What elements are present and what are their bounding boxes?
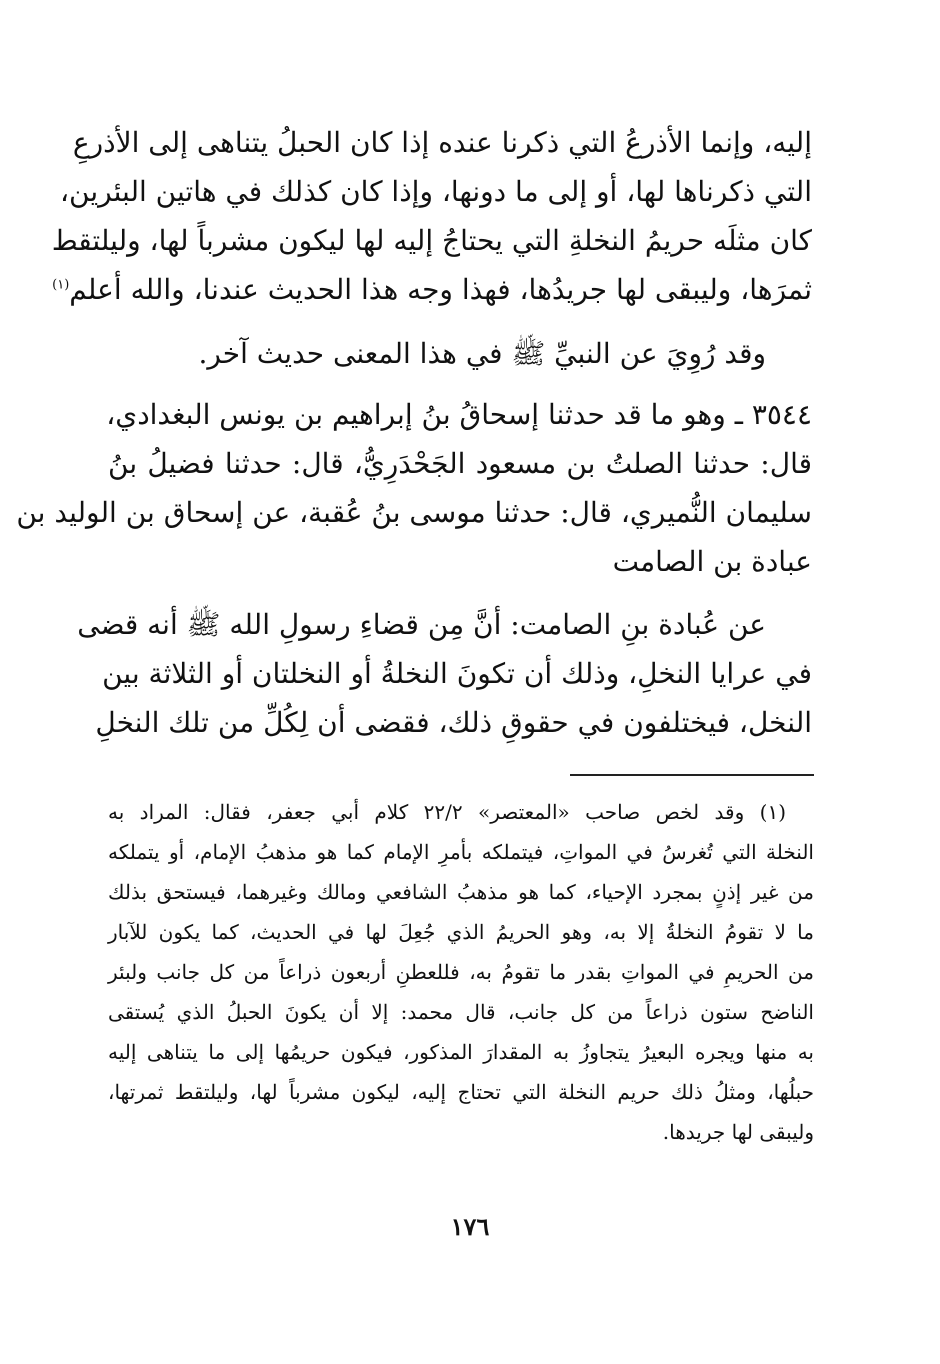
text-line: سليمان النُّميري، قال: حدثنا موسى بنُ عُقبة، عن إسحاق بن الوليد بن <box>16 496 812 529</box>
page-number: ١٧٦ <box>450 1212 490 1241</box>
footnote-line: به منها ويجره البعيرُ يتجاوزُ به المقدارَ المذكور، فيكون حريمُها إلى ما يتناهى إليه <box>108 1040 814 1064</box>
footnote-line: ما لا تقومُ النخلةُ إلا به، وهو الحريمُ الذي جُعِلَ لها في الحديث، كما يكون للآبار <box>108 920 814 944</box>
footnote-line: الناضح ستون ذراعاً من كل جانب، قال محمد: إلا أن يكونَ الحبلُ الذي يُستقى <box>108 1000 814 1024</box>
footnote-line: النخلة التي تُغرسُ في المواتِ، فيتملكه بأمرِ الإمام كما هو مذهبُ الإمام، أو يتملكه <box>108 840 814 864</box>
text-line: التي ذكرناها لها، أو إلى ما دونها، وإذا كان كذلك في هاتين البئرين، <box>59 175 812 208</box>
footnote-line: من الحريمِ في المواتِ بقدر ما تقومُ به، فللعطنِ أربعون ذراعاً من كل جانب ولبئر <box>108 960 814 984</box>
footnote-line: وليبقى لها جريدها. <box>662 1120 814 1144</box>
text-line: النخل، فيختلفون في حقوقِ ذلك، فقضى أن لِكُلِّ من تلك النخلِ <box>95 706 812 739</box>
hadith-line: ٣٥٤٤ ـ وهو ما قد حدثنا إسحاقُ بنُ إبراهيم بن يونس البغدادي، <box>106 398 812 431</box>
text-line: وقد رُوِيَ عن النبيِّ ﷺ في هذا المعنى حديث آخر. <box>198 337 766 370</box>
text-line: عن عُبادة بنِ الصامت: أنَّ مِن قضاءِ رسولِ الله ﷺ أنه قضى <box>77 608 766 641</box>
footnote-marker: (١) <box>52 277 70 293</box>
text-line-with-note <box>52 273 812 306</box>
footnote-line: من غير إذنٍ بمجرد الإحياء، كما هو مذهبُ الشافعي ومالك وغيرهما، فيستحق بذلك <box>108 880 814 904</box>
footnote-line: (١) وقد لخص صاحب «المعتصر» ٢٢/٢ كلام أبي جعفر، فقال: المراد به <box>108 800 787 824</box>
footnote-line: حبلُها، ومثلُ ذلك حريم النخلة التي تحتاج إليه، ليكون مشرباً لها، وليلتقط ثمرتها، <box>108 1080 814 1104</box>
text-line: قال: حدثنا الصلتُ بن مسعود الجَحْدَرِيُّ، قال: حدثنا فضيلُ بنُ <box>108 447 812 480</box>
text-line: في عرايا النخلِ، وذلك أن تكونَ النخلةُ أو النخلتان أو الثلاثة بين <box>102 657 812 690</box>
text-line: إليه، وإنما الأذرعُ التي ذكرنا عنده إذا كان الحبلُ يتناهى إلى الأذرعِ <box>72 126 812 159</box>
footnote-divider <box>570 774 814 776</box>
text-line: كان مثلَه حريمُ النخلةِ التي يحتاجُ إليه لها ليكون مشرباً لها، وليلتقط <box>51 224 812 257</box>
text-segment: ثمرَها، وليبقى لها جريدُها، فهذا وجه هذا الحديث عندنا، والله أعلم <box>69 273 812 306</box>
text-line: عبادة بن الصامت <box>612 545 812 578</box>
